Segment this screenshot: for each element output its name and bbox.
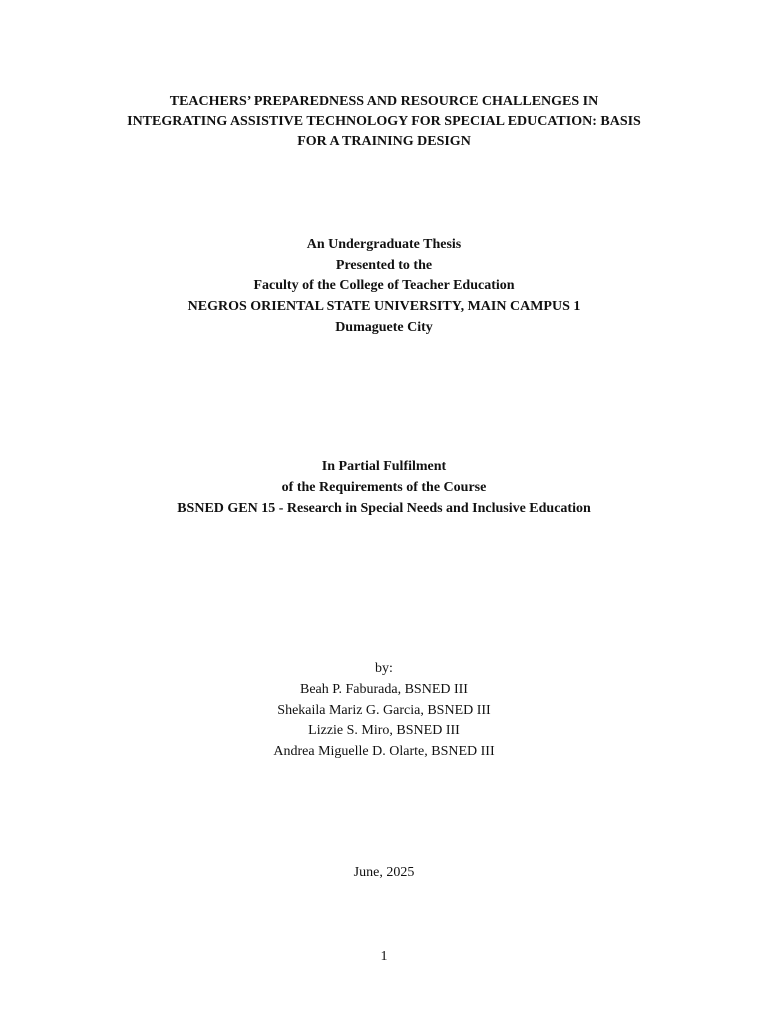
author-name: Shekaila Mariz G. Garcia, BSNED III bbox=[277, 703, 491, 718]
city: Dumaguete City bbox=[335, 320, 433, 335]
submission-date: June, 2025 bbox=[353, 865, 415, 880]
course-name: BSNED GEN 15 - Research in Special Needs and Inclusive Education bbox=[177, 501, 591, 516]
university: NEGROS ORIENTAL STATE UNIVERSITY, MAIN CAMPUS 1 bbox=[187, 299, 581, 314]
faculty: Faculty of the College of Teacher Education bbox=[253, 278, 515, 293]
author-name: Lizzie S. Miro, BSNED III bbox=[308, 723, 460, 738]
thesis-type: An Undergraduate Thesis bbox=[306, 237, 462, 252]
presented-to: Presented to the bbox=[335, 258, 433, 273]
author-name: Andrea Miguelle D. Olarte, BSNED III bbox=[273, 744, 495, 759]
title-line-1: TEACHERS’ PREPAREDNESS AND RESOURCE CHALLENGES IN bbox=[169, 94, 599, 109]
fulfilment-line-1: In Partial Fulfilment bbox=[321, 459, 447, 474]
fulfilment-line-2: of the Requirements of the Course bbox=[281, 480, 487, 495]
by-label: by: bbox=[375, 661, 393, 676]
page-number: 1 bbox=[380, 949, 388, 964]
author-name: Beah P. Faburada, BSNED III bbox=[300, 682, 468, 697]
title-line-3: FOR A TRAINING DESIGN bbox=[297, 134, 471, 149]
title-line-2: INTEGRATING ASSISTIVE TECHNOLOGY FOR SPECIAL EDUCATION: BASIS bbox=[127, 114, 641, 129]
